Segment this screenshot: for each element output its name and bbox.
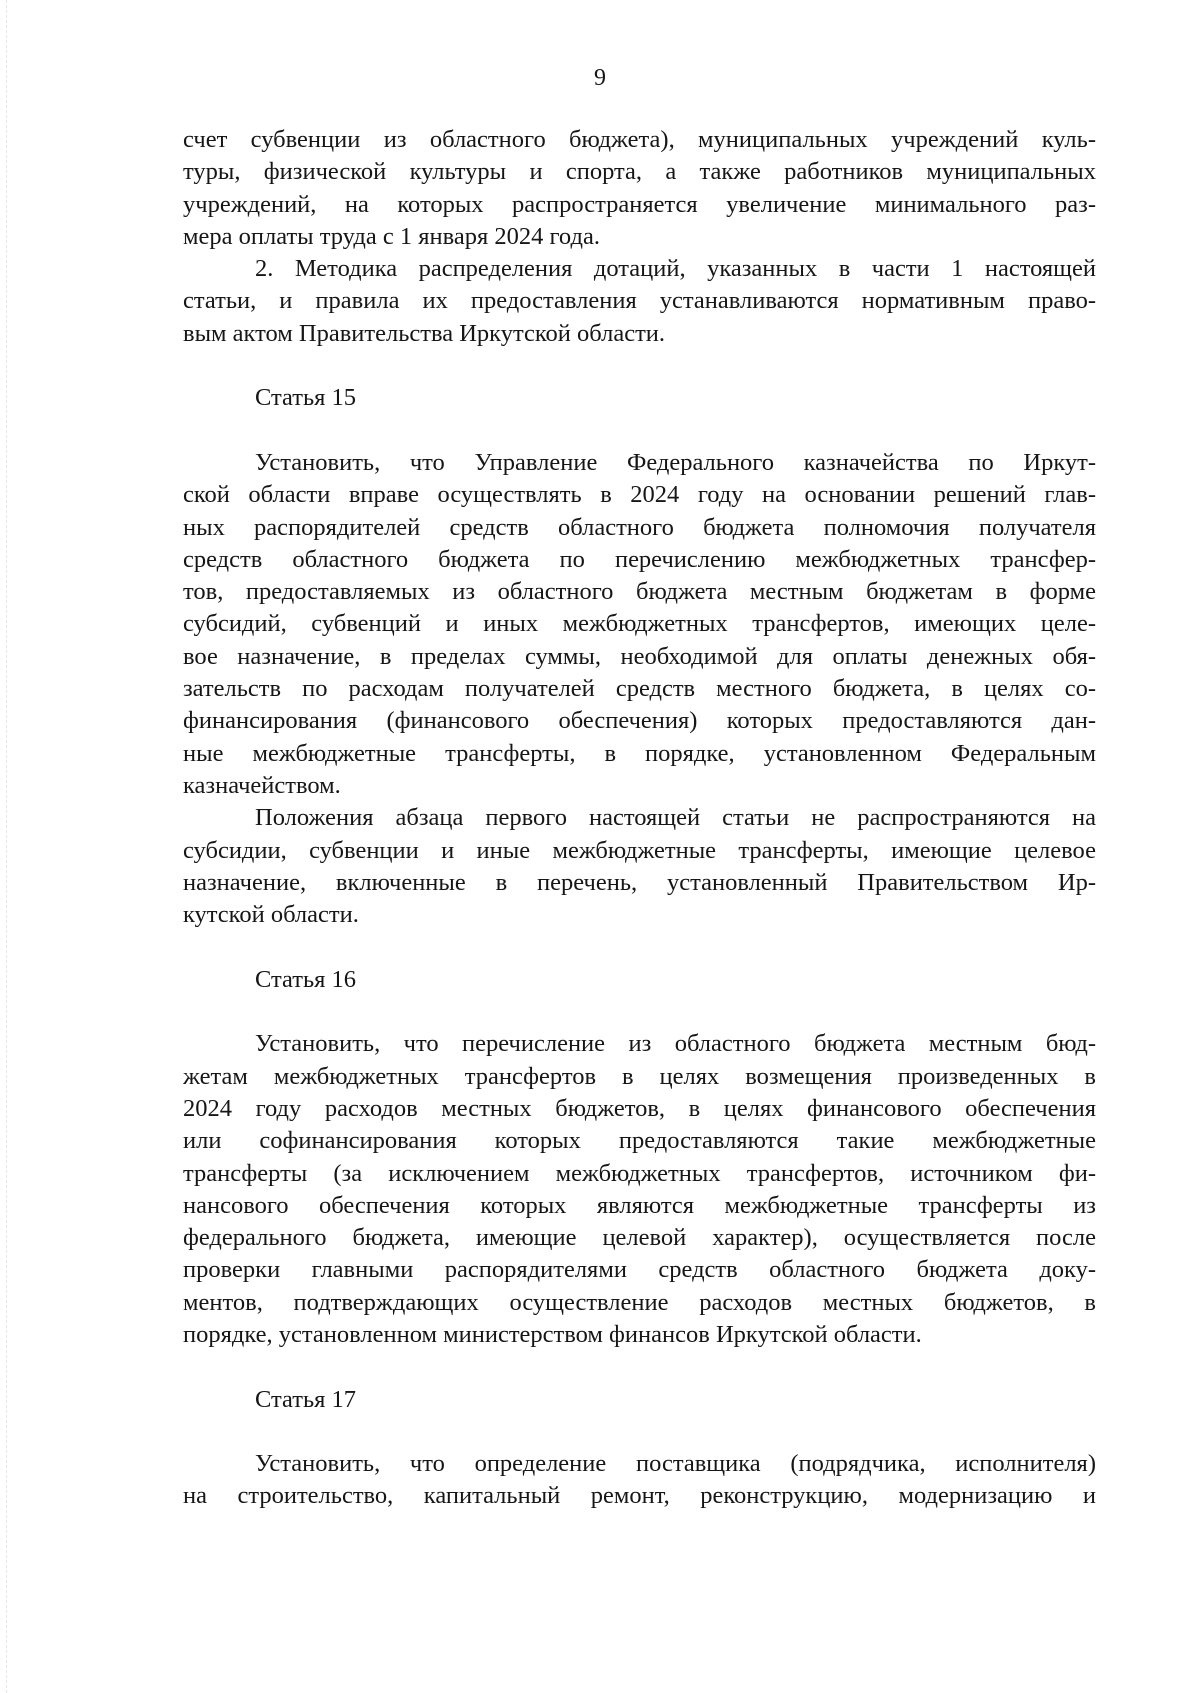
text-line: нансового обеспечения которых являются межбюджетные трансферты из [183,1191,1096,1219]
text-line: жетам межбюджетных трансфертов в целях возмещения произведенных в [183,1062,1096,1090]
text-line: ных распорядителей средств областного бюджета полномочия получателя [183,513,1096,541]
text-line: Установить, что Управление Федерального казначейства по Иркут- [255,448,1096,476]
text-line: или софинансирования которых предоставляются такие межбюджетные [183,1127,1096,1155]
text-line: средств областного бюджета по перечислению межбюджетных трансфер- [183,545,1096,573]
paragraph [183,447,1096,802]
article-heading: Статья 15 [255,384,357,412]
text-line: трансферты (за исключением межбюджетных трансфертов, источником фи- [183,1159,1096,1187]
blank-line [183,350,1096,382]
text-line: статьи, и правила их предоставления устанавливаются нормативным право- [183,287,1096,315]
paragraph [183,1448,1096,1513]
text-line: субсидии, субвенции и иные межбюджетные трансферты, имеющие целевое [183,836,1096,864]
text-line: счет субвенции из областного бюджета), муниципальных учреждений куль- [183,126,1096,153]
text-line: зательств по расходам получателей средств местного бюджета, в целях со- [183,675,1096,703]
text-line: вое назначение, в пределах суммы, необходимой для оплаты денежных обя- [183,642,1096,670]
text-line: тов, предоставляемых из областного бюджета местным бюджетам в форме [183,578,1096,606]
page-number: 9 [594,65,606,91]
text-line: туры, физической культуры и спорта, а также работников муниципальных [183,158,1096,186]
text-line: мера оплаты труда с 1 января 2024 года. [183,222,600,250]
blank-line [183,996,1096,1028]
text-line: 2. Методика распределения дотаций, указанных в части 1 настоящей [255,255,1096,283]
text-line: вым актом Правительства Иркутской области. [183,319,666,347]
text-line: финансирования (финансового обеспечения) которых предоставляются дан- [183,707,1096,735]
text-line: учреждений, на которых распространяется увеличение минимального раз- [183,190,1096,218]
text-line: субсидий, субвенций и иных межбюджетных трансфертов, имеющих целе- [183,610,1096,638]
blank-line [183,1416,1096,1448]
article-heading: Статья 17 [255,1385,357,1413]
text-line: Положения абзаца первого настоящей статьи не распространяются на [255,804,1096,832]
blank-line [183,1351,1096,1383]
scan-edge-line [6,0,8,1693]
text-line: 2024 году расходов местных бюджетов, в целях финансового обеспечения [183,1094,1096,1122]
paragraph [183,124,1096,253]
text-line: федерального бюджета, имеющие целевой характер), осуществляется после [183,1224,1096,1252]
paragraph [183,253,1096,350]
text-line: назначение, включенные в перечень, установленный Правительством Ир- [183,868,1096,896]
text-line: Установить, что перечисление из областного бюджета местным бюд- [255,1030,1096,1058]
article-heading: Статья 16 [255,965,357,993]
paragraph [183,802,1096,931]
blank-line [183,931,1096,963]
text-line: на строительство, капитальный ремонт, реконструкцию, модернизацию и [183,1482,1096,1510]
text-line: ской области вправе осуществлять в 2024 году на основании решений глав- [183,481,1096,509]
text-line: кутской области. [183,901,359,929]
paragraph [183,1028,1096,1351]
document-body [183,124,1096,1513]
text-line: ные межбюджетные трансферты, в порядке, установленном Федеральным [183,739,1096,767]
text-line: порядке, установленном министерством финансов Иркутской области. [183,1320,922,1348]
text-line: ментов, подтверждающих осуществление расходов местных бюджетов, в [183,1288,1096,1316]
blank-line [183,415,1096,447]
text-line: казначейством. [183,771,341,799]
text-line: Установить, что определение поставщика (подрядчика, исполнителя) [255,1450,1096,1478]
text-line: проверки главными распорядителями средств областного бюджета доку- [183,1256,1096,1284]
